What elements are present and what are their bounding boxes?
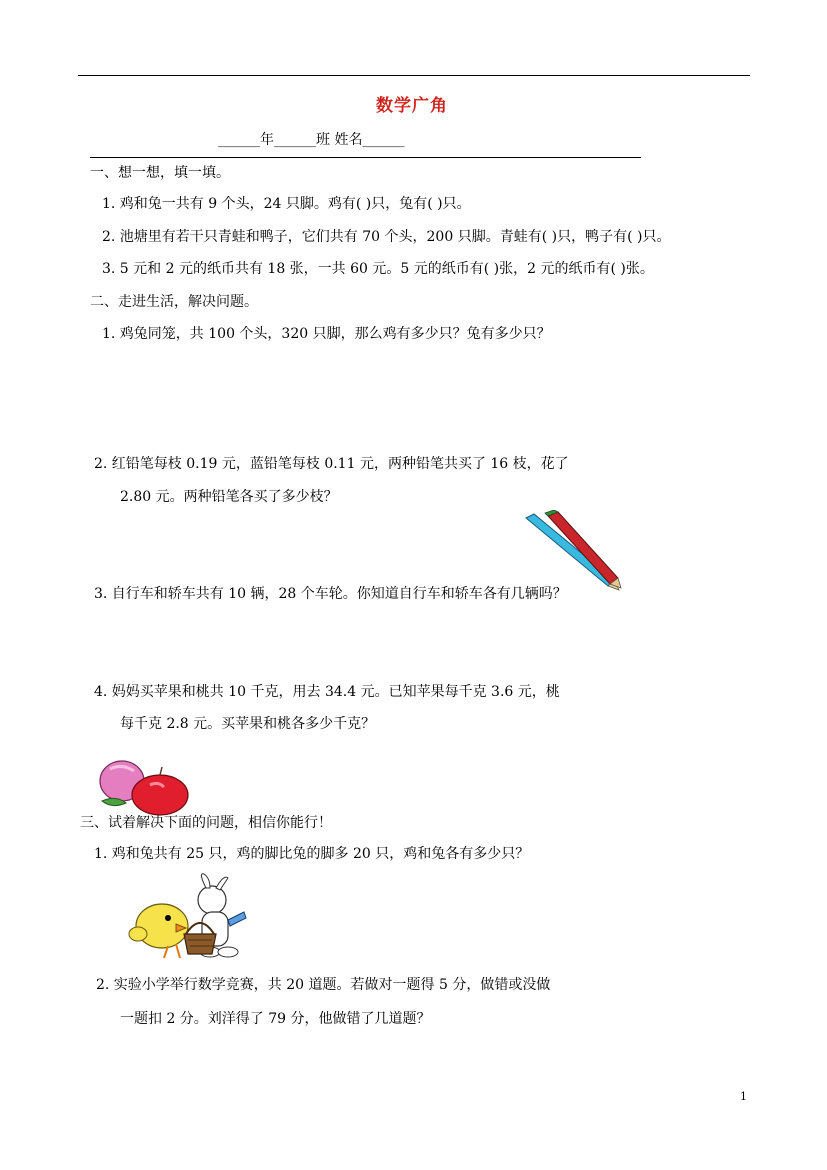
section-2-heading: 二、走进生活，解决问题。 [90,294,258,310]
s2-question-4-line-1: 4. 妈妈买苹果和桃共 10 千克，用去 34.4 元。已知苹果每千克 3.6 元，桃 [94,684,560,700]
s3-question-1: 1. 鸡和兔共有 25 只，鸡的脚比兔的脚多 20 只，鸡和兔各有多少只？ [94,846,530,862]
red-pencil-icon [545,510,621,588]
peach-apple-illustration [92,757,194,819]
page-number: 1 [740,1090,747,1103]
s2-question-1: 1. 鸡兔同笼，共 100 个头，320 只脚，那么鸡有多少只？兔有多少只？ [102,326,551,342]
s2-question-4-line-2: 每千克 2.8 元。买苹果和桃各多少千克？ [120,716,376,732]
info-rule [90,157,641,158]
s2-question-2-line-1: 2. 红铅笔每枝 0.19 元，蓝铅笔每枝 0.11 元，两种铅笔共买了 16 枝，花了 [94,456,569,472]
s2-question-2-line-2: 2.80 元。两种铅笔各买了多少枝？ [120,489,338,505]
s3-question-2-line-1: 2. 实验小学举行数学竞赛，共 20 道题。若做对一题得 5 分，做错或没做 [96,977,551,993]
s1-question-1: 1. 鸡和兔一共有 9 个头，24 只脚。鸡有( )只，兔有( )只。 [102,196,471,212]
pencils-illustration [520,510,625,592]
s2-question-3: 3. 自行车和轿车共有 10 辆，28 个车轮。你知道自行车和轿车各有几辆吗？ [94,586,567,602]
page-title: 数学广角 [376,96,448,116]
chick-rabbit-illustration [128,872,252,964]
s1-question-2: 2. 池塘里有若干只青蛙和鸭子，它们共有 70 个头，200 只脚。青蛙有( )只，鸭子有( )只。 [102,229,671,245]
chick-icon [129,904,188,958]
name-class-line: ______年______班 姓名______ [218,132,405,148]
s3-question-2-line-2: 一题扣 2 分。刘洋得了 79 分，他做错了几道题？ [120,1011,431,1027]
section-3-heading: 三、试着解决下面的问题，相信你能行！ [80,815,332,831]
section-1-heading: 一、想一想，填一填。 [90,165,230,181]
header-rule [78,75,750,76]
s1-question-3: 3. 5 元和 2 元的纸币共有 18 张，一共 60 元。5 元的纸币有( )张，2 元的纸币有( )张。 [102,261,654,277]
